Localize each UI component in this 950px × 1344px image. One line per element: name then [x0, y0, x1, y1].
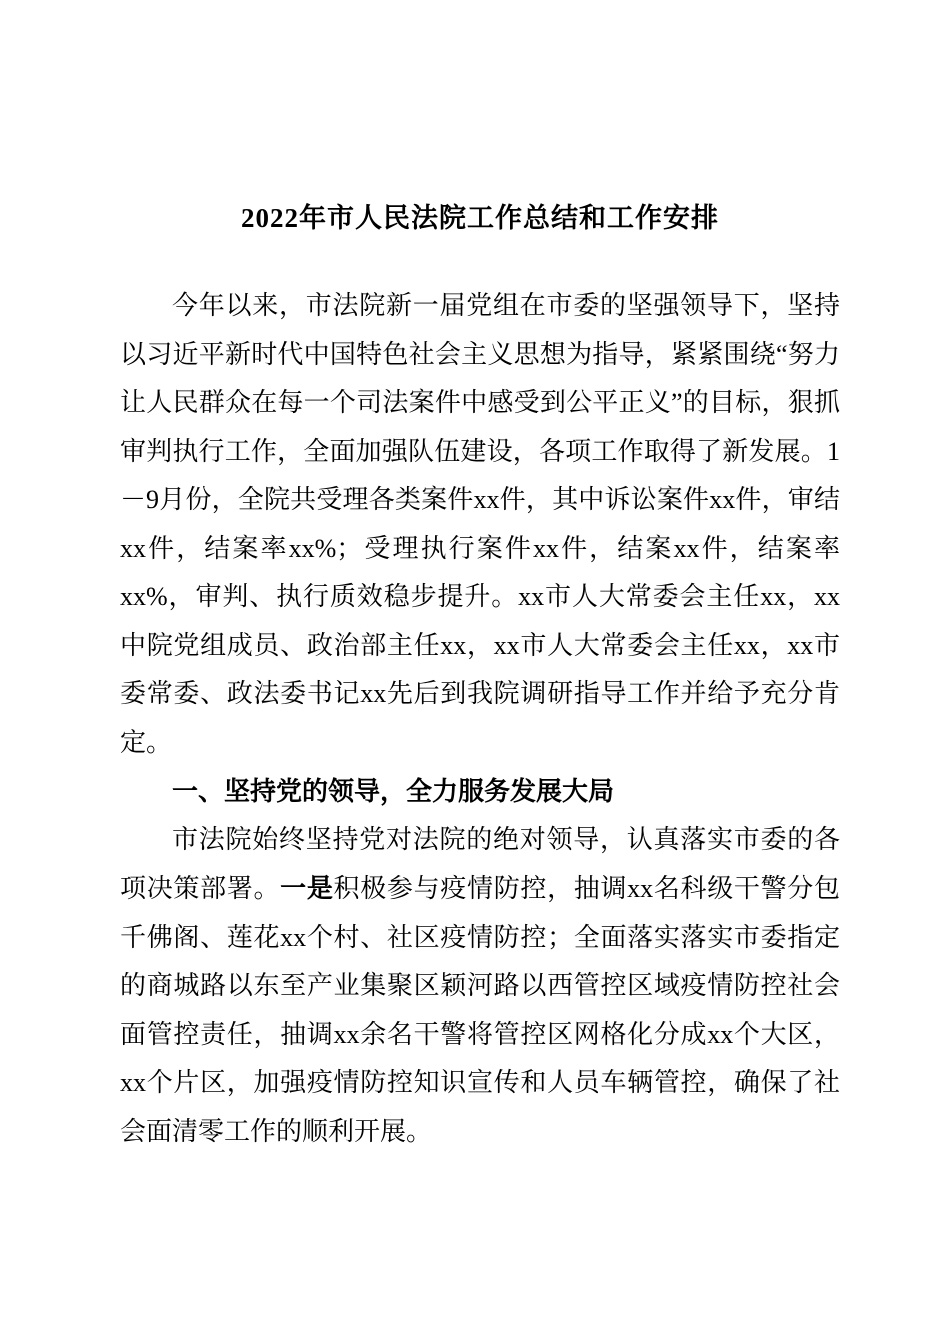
section-1-paragraph-lead: 市法院始终坚持党对法院的绝对领导，认真落实市委的各项决策部署。: [120, 824, 840, 903]
document-title: 2022年市人民法院工作总结和工作安排: [241, 203, 719, 233]
intro-paragraph: 今年以来，市法院新一届党组在市委的坚强领导下，坚持以习近平新时代中国特色社会主义思想为指导，紧紧围绕“努力让人民群众在每一个司法案件中感受到公平正义”的目标，狠抓审判执行工作，全面加强队伍建设，各项工作取得了新发展。1－9月份，全院共受理各类案件xx件，其中诉讼案件xx件，审结xx件，结案率xx%；受理执行案件xx件，结案xx件，结案率xx%，审判、执行质效稳步提升。xx市人大常委会主任xx，xx中院党组成员、政治部主任xx，xx市人大常委会主任xx，xx市委常委、政法委书记xx先后到我院调研指导工作并给予充分肯定。: [120, 291, 840, 757]
section-1-paragraph-rest: 积极参与疫情防控，抽调xx名科级干警分包千佛阁、莲花xx个村、社区疫情防控；全面落实落实市委指定的商城路以东至产业集聚区颖河路以西管控区域疫情防控社会面管控责任，抽调xx余名干警将管控区网格化分成xx个大区，xx个片区，加强疫情防控知识宣传和人员车辆管控，确保了社会面清零工作的顺利开展。: [120, 874, 840, 1146]
section-1-heading: 一、坚持党的领导，全力服务发展大局: [172, 776, 615, 806]
section-1-paragraph-emphasis: 一是: [280, 873, 334, 903]
section-1-paragraph: [120, 816, 840, 1157]
